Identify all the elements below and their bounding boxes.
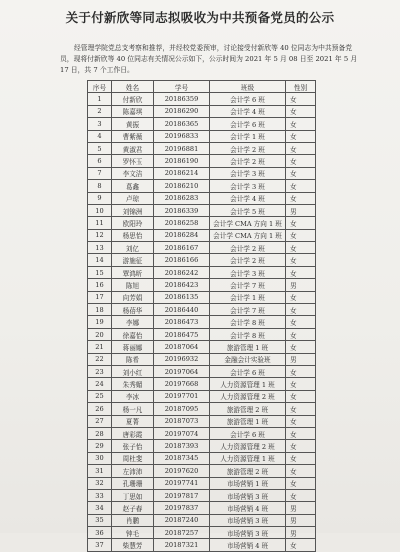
row-index: 9 <box>88 192 112 204</box>
table-row <box>88 180 316 192</box>
table-row <box>88 229 316 241</box>
row-student-id: 20186475 <box>154 328 210 340</box>
header-student-id: 学号 <box>154 81 210 93</box>
row-index: 4 <box>88 130 112 142</box>
row-class: 会计学 3 班 <box>210 167 286 179</box>
header-class: 班级 <box>210 81 286 93</box>
table-row <box>88 155 316 167</box>
row-name: 徐嘉怡 <box>112 328 154 340</box>
row-name: 罗怀玉 <box>112 155 154 167</box>
table-row <box>88 304 316 316</box>
row-student-id: 20186290 <box>154 105 210 117</box>
row-name: 覃鸿昕 <box>112 266 154 278</box>
table-row <box>88 341 316 353</box>
row-gender: 女 <box>286 365 316 377</box>
row-student-id: 20186440 <box>154 304 210 316</box>
row-index: 18 <box>88 304 112 316</box>
table-row <box>88 390 316 402</box>
row-index: 29 <box>88 440 112 452</box>
row-class: 人力资源管理 1 班 <box>210 378 286 390</box>
row-name: 唐彩霞 <box>112 427 154 439</box>
row-name: 柴慧芳 <box>112 539 154 551</box>
table-row <box>88 378 316 390</box>
row-index: 27 <box>88 415 112 427</box>
row-index: 11 <box>88 217 112 229</box>
table-row <box>88 130 316 142</box>
row-gender: 女 <box>286 142 316 154</box>
row-student-id: 20186473 <box>154 316 210 328</box>
row-class: 会计学 7 班 <box>210 304 286 316</box>
row-student-id: 20187345 <box>154 452 210 464</box>
row-class: 会计学 4 班 <box>210 192 286 204</box>
row-name: 付新欣 <box>112 93 154 105</box>
row-class: 会计学 1 班 <box>210 291 286 303</box>
row-student-id: 20187064 <box>154 341 210 353</box>
row-gender: 女 <box>286 217 316 229</box>
row-gender: 女 <box>286 192 316 204</box>
table-row <box>88 452 316 464</box>
table-row <box>88 427 316 439</box>
row-name: 左沛沛 <box>112 465 154 477</box>
table-row <box>88 291 316 303</box>
row-gender: 女 <box>286 93 316 105</box>
row-gender: 女 <box>286 167 316 179</box>
table-row <box>88 365 316 377</box>
row-student-id: 20186242 <box>154 266 210 278</box>
table-row <box>88 93 316 105</box>
row-student-id: 20197837 <box>154 502 210 514</box>
row-name: 丁思如 <box>112 489 154 501</box>
row-index: 13 <box>88 242 112 254</box>
row-class: 会计学 CMA 方向 1 班 <box>210 229 286 241</box>
row-name: 曹紫薇 <box>112 130 154 142</box>
candidate-table <box>87 80 316 552</box>
row-student-id: 20186210 <box>154 180 210 192</box>
table-row <box>88 192 316 204</box>
row-index: 5 <box>88 142 112 154</box>
row-student-id: 20187321 <box>154 539 210 551</box>
row-student-id: 20196881 <box>154 142 210 154</box>
row-student-id: 20186365 <box>154 118 210 130</box>
row-name: 陈希 <box>112 353 154 365</box>
row-student-id: 20197741 <box>154 477 210 489</box>
table-row <box>88 217 316 229</box>
row-student-id: 20186214 <box>154 167 210 179</box>
row-student-id: 20186258 <box>154 217 210 229</box>
row-name: 朱秀媚 <box>112 378 154 390</box>
row-name: 赵子春 <box>112 502 154 514</box>
row-student-id: 20186167 <box>154 242 210 254</box>
row-class: 市场营销 4 班 <box>210 502 286 514</box>
row-name: 杨一凡 <box>112 403 154 415</box>
row-student-id: 20187240 <box>154 514 210 526</box>
row-name: 李文洁 <box>112 167 154 179</box>
row-index: 2 <box>88 105 112 117</box>
row-student-id: 20197620 <box>154 465 210 477</box>
row-class: 市场营销 3 班 <box>210 489 286 501</box>
row-gender: 女 <box>286 539 316 551</box>
row-gender: 女 <box>286 254 316 266</box>
row-class: 会计学 6 班 <box>210 365 286 377</box>
row-class: 人力资源管理 2 班 <box>210 440 286 452</box>
row-student-id: 20197668 <box>154 378 210 390</box>
row-student-id: 20187073 <box>154 415 210 427</box>
table-row <box>88 328 316 340</box>
row-student-id: 20196932 <box>154 353 210 365</box>
row-class: 会计学 6 班 <box>210 93 286 105</box>
row-index: 14 <box>88 254 112 266</box>
row-gender: 男 <box>286 353 316 365</box>
row-class: 市场营销 4 班 <box>210 539 286 551</box>
row-gender: 女 <box>286 316 316 328</box>
row-name: 黄振 <box>112 118 154 130</box>
table-row <box>88 415 316 427</box>
row-student-id: 20186423 <box>154 279 210 291</box>
table-row <box>88 539 316 551</box>
row-index: 10 <box>88 204 112 216</box>
row-gender: 男 <box>286 204 316 216</box>
table-row <box>88 477 316 489</box>
row-name: 李娜 <box>112 316 154 328</box>
row-class: 会计学 6 班 <box>210 427 286 439</box>
row-class: 会计学 8 班 <box>210 328 286 340</box>
row-student-id: 20186283 <box>154 192 210 204</box>
table-row <box>88 440 316 452</box>
row-gender: 女 <box>286 242 316 254</box>
row-name: 孔珊珊 <box>112 477 154 489</box>
table-row <box>88 489 316 501</box>
row-class: 会计学 2 班 <box>210 142 286 154</box>
row-name: 游施征 <box>112 254 154 266</box>
row-gender: 女 <box>286 229 316 241</box>
row-class: 会计学 2 班 <box>210 155 286 167</box>
row-name: 杨思怡 <box>112 229 154 241</box>
row-name: 李冰 <box>112 390 154 402</box>
row-class: 市场营销 3 班 <box>210 514 286 526</box>
header-index: 序号 <box>88 81 112 93</box>
table-header-row <box>88 81 316 93</box>
row-gender: 女 <box>286 130 316 142</box>
row-name: 刘锦洲 <box>112 204 154 216</box>
row-index: 23 <box>88 365 112 377</box>
row-gender: 女 <box>286 489 316 501</box>
row-student-id: 20187095 <box>154 403 210 415</box>
row-index: 3 <box>88 118 112 130</box>
row-student-id: 20187257 <box>154 527 210 539</box>
row-class: 市场营销 3 班 <box>210 527 286 539</box>
row-name: 蒋丽娜 <box>112 341 154 353</box>
row-name: 陈旭 <box>112 279 154 291</box>
table-row <box>88 502 316 514</box>
row-gender: 女 <box>286 328 316 340</box>
row-name: 向芳娟 <box>112 291 154 303</box>
row-gender: 女 <box>286 403 316 415</box>
row-gender: 男 <box>286 514 316 526</box>
row-student-id: 20186190 <box>154 155 210 167</box>
row-gender: 男 <box>286 279 316 291</box>
row-class: 金融会计实验班 <box>210 353 286 365</box>
row-index: 7 <box>88 167 112 179</box>
row-gender: 女 <box>286 291 316 303</box>
row-index: 32 <box>88 477 112 489</box>
row-gender: 女 <box>286 390 316 402</box>
table-row <box>88 266 316 278</box>
row-name: 夏菁 <box>112 415 154 427</box>
row-gender: 女 <box>286 304 316 316</box>
table-row <box>88 279 316 291</box>
row-name: 陈嘉琪 <box>112 105 154 117</box>
row-student-id: 20186359 <box>154 93 210 105</box>
row-gender: 女 <box>286 440 316 452</box>
row-gender: 女 <box>286 477 316 489</box>
row-index: 16 <box>88 279 112 291</box>
header-name: 姓名 <box>112 81 154 93</box>
row-index: 1 <box>88 93 112 105</box>
row-index: 33 <box>88 489 112 501</box>
table-row <box>88 118 316 130</box>
row-student-id: 20197064 <box>154 365 210 377</box>
row-class: 会计学 1 班 <box>210 130 286 142</box>
row-class: 会计学 CMA 方向 1 班 <box>210 217 286 229</box>
row-index: 19 <box>88 316 112 328</box>
row-gender: 女 <box>286 427 316 439</box>
header-gender: 性别 <box>286 81 316 93</box>
row-gender: 女 <box>286 180 316 192</box>
table-row <box>88 242 316 254</box>
row-index: 28 <box>88 427 112 439</box>
row-class: 会计学 4 班 <box>210 105 286 117</box>
row-index: 26 <box>88 403 112 415</box>
row-gender: 女 <box>286 266 316 278</box>
row-gender: 女 <box>286 105 316 117</box>
row-index: 35 <box>88 514 112 526</box>
row-name: 黄淑君 <box>112 142 154 154</box>
row-class: 旅游管理 1 班 <box>210 341 286 353</box>
row-index: 31 <box>88 465 112 477</box>
table-row <box>88 105 316 117</box>
row-class: 旅游管理 1 班 <box>210 415 286 427</box>
row-student-id: 20186339 <box>154 204 210 216</box>
row-gender: 女 <box>286 465 316 477</box>
row-class: 市场营销 1 班 <box>210 477 286 489</box>
table-row <box>88 353 316 365</box>
row-name: 刘亿 <box>112 242 154 254</box>
row-gender: 女 <box>286 415 316 427</box>
table-row <box>88 167 316 179</box>
row-name: 杨蓓华 <box>112 304 154 316</box>
row-student-id: 20197074 <box>154 427 210 439</box>
table-row <box>88 254 316 266</box>
row-name: 欧阳玲 <box>112 217 154 229</box>
row-class: 会计学 6 班 <box>210 118 286 130</box>
row-class: 旅游管理 2 班 <box>210 465 286 477</box>
row-class: 人力资源管理 1 班 <box>210 452 286 464</box>
row-gender: 女 <box>286 452 316 464</box>
row-class: 旅游管理 2 班 <box>210 403 286 415</box>
row-gender: 女 <box>286 341 316 353</box>
row-name: 张子怡 <box>112 440 154 452</box>
row-student-id: 20186166 <box>154 254 210 266</box>
table-row <box>88 465 316 477</box>
row-class: 会计学 2 班 <box>210 254 286 266</box>
row-index: 6 <box>88 155 112 167</box>
row-index: 17 <box>88 291 112 303</box>
table-row <box>88 204 316 216</box>
row-class: 会计学 3 班 <box>210 266 286 278</box>
row-name: 卢琼 <box>112 192 154 204</box>
row-gender: 男 <box>286 527 316 539</box>
table-row <box>88 142 316 154</box>
row-class: 会计学 3 班 <box>210 180 286 192</box>
row-gender: 女 <box>286 378 316 390</box>
row-index: 21 <box>88 341 112 353</box>
row-index: 20 <box>88 328 112 340</box>
row-class: 会计学 5 班 <box>210 204 286 216</box>
row-class: 会计学 2 班 <box>210 242 286 254</box>
row-gender: 女 <box>286 155 316 167</box>
intro-paragraph: 经管理学院党总支考察和推荐，并经校党委预审，讨论接受付新欣等 40 位同志为中共预备党员，现将付新欣等 40 位同志有关情况公示如下，公示时间为 2021 年 5 月 08 日至 2021 年 5 月 17 日，共 7 个工作日。 <box>60 44 358 74</box>
table-row <box>88 514 316 526</box>
table-row <box>88 316 316 328</box>
row-gender: 女 <box>286 118 316 130</box>
row-index: 25 <box>88 390 112 402</box>
row-name: 刘小红 <box>112 365 154 377</box>
row-index: 24 <box>88 378 112 390</box>
row-index: 12 <box>88 229 112 241</box>
row-index: 37 <box>88 539 112 551</box>
row-index: 36 <box>88 527 112 539</box>
row-student-id: 20186284 <box>154 229 210 241</box>
row-name: 周杜斐 <box>112 452 154 464</box>
row-student-id: 20197701 <box>154 390 210 402</box>
row-index: 22 <box>88 353 112 365</box>
row-class: 人力资源管理 2 班 <box>210 390 286 402</box>
row-class: 会计学 8 班 <box>210 316 286 328</box>
table-row <box>88 403 316 415</box>
row-student-id: 20196833 <box>154 130 210 142</box>
row-index: 8 <box>88 180 112 192</box>
row-name: 肖鹏 <box>112 514 154 526</box>
row-class: 会计学 7 班 <box>210 279 286 291</box>
table-body <box>88 93 316 551</box>
row-index: 30 <box>88 452 112 464</box>
row-student-id: 20187393 <box>154 440 210 452</box>
row-gender: 男 <box>286 502 316 514</box>
row-index: 15 <box>88 266 112 278</box>
row-student-id: 20197817 <box>154 489 210 501</box>
row-name: 葛鑫 <box>112 180 154 192</box>
document-title: 关于付新欣等同志拟吸收为中共预备党员的公示 <box>65 10 335 25</box>
row-student-id: 20186135 <box>154 291 210 303</box>
row-index: 34 <box>88 502 112 514</box>
row-name: 钟毛 <box>112 527 154 539</box>
